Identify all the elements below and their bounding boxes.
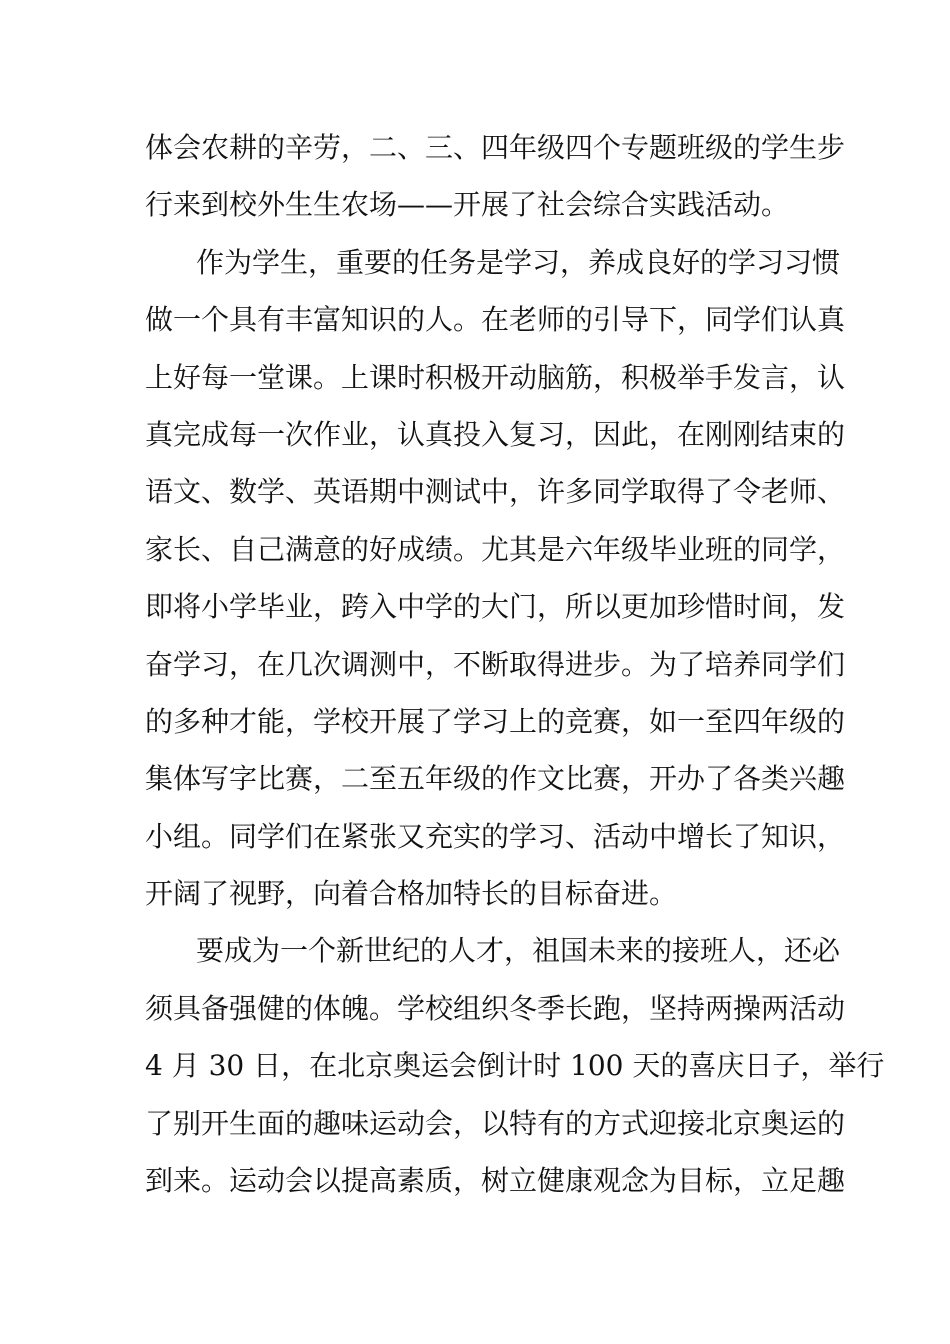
text-line: 体会农耕的辛劳，二、三、四年级四个专题班级的学生步 xyxy=(145,131,846,164)
text-line: 开阔了视野，向着合格加特长的目标奋进。 xyxy=(145,877,678,911)
text-line: 家长、自己满意的好成绩。尤其是六年级毕业班的同学， xyxy=(145,532,846,566)
text-line: 小组。同学们在紧张又充实的学习、活动中增长了知识， xyxy=(145,819,846,853)
paragraph-start-line: 要成为一个新世纪的人才，祖国未来的接班人，还必 xyxy=(196,934,841,968)
text-line: 4 月 30 日，在北京奥运会倒计时 100 天的喜庆日子，举行 xyxy=(145,1049,885,1083)
text-line: 到来。运动会以提高素质，树立健康观念为目标，立足趣 xyxy=(145,1164,846,1198)
text-line: 上好每一堂课。上课时积极开动脑筋，积极举手发言，认 xyxy=(145,360,846,394)
text-line: 集体写字比赛，二至五年级的作文比赛，开办了各类兴趣 xyxy=(145,762,846,796)
text-line: 的多种才能，学校开展了学习上的竞赛，如一至四年级的 xyxy=(145,704,846,738)
text-line: 须具备强健的体魄。学校组织冬季长跑，坚持两操两活动 xyxy=(145,991,846,1025)
text-line: 真完成每一次作业，认真投入复习，因此，在刚刚结束的 xyxy=(145,417,846,451)
body-text xyxy=(145,119,885,1209)
text-line: 行来到校外生生农场——开展了社会综合实践活动。 xyxy=(145,188,790,222)
paragraph-start-line: 作为学生，重要的任务是学习，养成良好的学习习惯 xyxy=(196,245,841,279)
text-line: 奋学习，在几次调测中，不断取得进步。为了培养同学们 xyxy=(145,647,846,681)
text-line: 语文、数学、英语期中测试中，许多同学取得了令老师、 xyxy=(145,475,846,509)
text-line: 了别开生面的趣味运动会，以特有的方式迎接北京奥运的 xyxy=(145,1106,846,1140)
text-line: 即将小学毕业，跨入中学的大门，所以更加珍惜时间，发 xyxy=(145,590,846,624)
text-line: 做一个具有丰富知识的人。在老师的引导下，同学们认真 xyxy=(145,303,846,337)
